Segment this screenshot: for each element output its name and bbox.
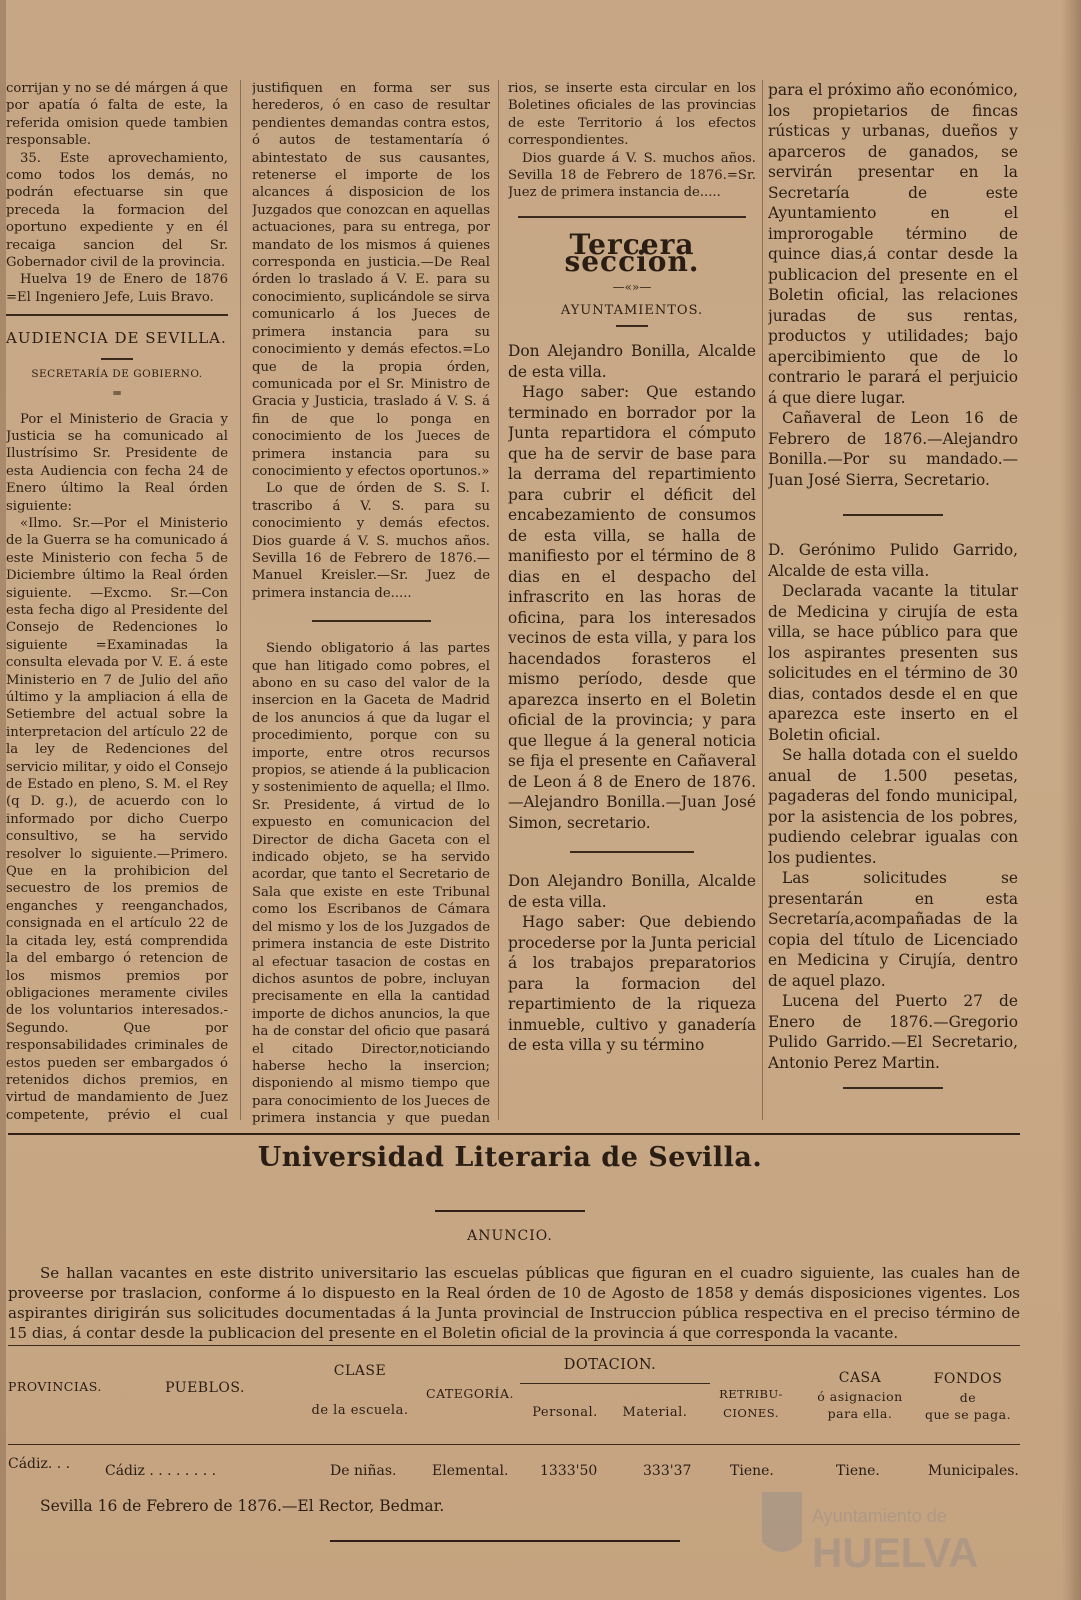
university-notice-body [8,1263,1020,1343]
table-header-categoria: CATEGORÍA. [426,1386,514,1401]
table-rule [520,1383,710,1384]
paragraph: Hago saber: Que debiendo procederse por la Junta pericial á los trabajos preparatorios para la formacion del repartimiento de la riqueza inmueble, cultivo y ganadería de esta villa y su término [508,913,756,1055]
table-header-fondos-sub: de [959,1390,977,1405]
column-2 [252,80,490,1125]
table-header-clase-sub: de la escuela. [311,1403,409,1418]
paragraph: Lucena del Puerto 27 de Enero de 1876.—Gregorio Pulido Garrido.—El Secretario, Antonio Perez Martin. [768,992,1018,1072]
section-title: Tercera seccion. [564,227,700,279]
paragraph: Se hallan vacantes en este distrito universitario las escuelas públicas que figuran en el cuadro siguiente, las cuales han de proveerse por traslacion, conforme á lo dispuesto en la Real órden de 10 de Agosto de 1858 y demás disposiciones vigentes. Los aspirantes dirigirán sus solicitudes documentadas á la Junta provincial de Instruccion pública respectiva en el preciso término de 15 dias, á contar desde la publicacion del presente en el Boletin oficial de la provincia á que corresponda la vacante. [8,1264,1020,1342]
divider [570,851,694,853]
paragraph: «Ilmo. Sr.—Por el Ministerio de la Guerra se ha comunicado á este Ministerio con fecha 5 de Diciembre último la Real órden siguiente. —Excmo. Sr.—Con esta fecha digo al Presidente del Consejo de Redenciones lo siguiente =Examinadas la consulta elevada por V. E. á este Ministerio en 7 de Julio del año último y la ampliacion á ella de Setiembre del actual sobre la interpretacion del artículo 22 de la ley de Redenciones del servicio militar, y oido el Consejo de Estado en pleno, S. M. el Rey (q D. g.), de acuerdo con lo informado por dicho Cuerpo consultivo, se ha servido resolver lo siguiente.—Primero. Que en la prohibicion del secuestro de los premios de enganches y reenganchados, consignada en el artículo 22 de la citada ley, está comprendida la del embargo ó retencion de los mismos premios por obligaciones meramente civiles de los voluntarios interesados.-Segundo. Que por responsabilidades criminales de estos pueden ser embargados ó retenidos dichos premios, en virtud de mandamiento de Juez competente, prévio el cual [6,515,228,1123]
paragraph: rios, se inserte esta circular en los Boletines oficiales de las provincias de este Territorio á los efectos correspondientes. [508,81,756,149]
table-cell-material: 333'37 [643,1463,692,1479]
paragraph: Lo que de órden de S. S. I. trascribo á V. S. para su conocimiento y demás efectos. Dios guarde á V. S. muchos años. Sevilla 16 de Febrero de 1876.—Manuel Kreisler.—Sr. Juez de primera instancia de..... [252,481,490,601]
column-1 [6,80,228,1125]
table-cell-provincia: Cádiz. . . [8,1456,71,1472]
section-title: AUDIENCIA DE SEVILLA. [6,329,227,348]
table-header-material: Material. [622,1405,688,1420]
table-header-personal: Personal. [532,1405,598,1420]
table-header-casa: CASA [838,1370,882,1386]
paragraph: Hago saber: Que estando terminado en borrador por la Junta repartidora el cómputo que ha de servir de base para la derrama del repartimiento para cubrir el déficit del encabezamiento de consumos de esta villa, se halla de manifiesto por el término de 8 dias en el despacho del infrascrito en las horas de oficina, para los interesados vecinos de esta villa, y para los hacendados forasteros el mismo período, desde que aparezca inserto en el Boletin oficial de la provincia; y para que llegue á la general noticia se fija el presente en Cañaveral de Leon á 8 de Enero de 1876.—Alejandro Bonilla.—Juan José Simon, secretario. [508,383,756,832]
divider [435,1210,585,1212]
divider [616,325,648,327]
table-header-pueblos: PUEBLOS. [165,1380,245,1396]
table-header-rule [8,1444,1020,1445]
table-cell-clase: De niñas. [330,1463,397,1479]
table-header-clase: CLASE [333,1363,387,1379]
watermark-text-1: Ayuntamiento de [812,1506,947,1526]
signature-line: Huelva 19 de Enero de 1876 =El Ingeniero Jefe, Luis Bravo. [6,272,228,305]
notice-heading: D. Gerónimo Pulido Garrido, Alcalde de esta villa. [768,541,1018,580]
divider [330,1540,680,1542]
divider [843,1087,943,1089]
column-rule [762,80,763,1120]
table-cell-pueblo: Cádiz . . . . . . . . [105,1463,217,1479]
table-header-fondos-sub2: que se paga. [924,1407,1012,1422]
table-top-rule [8,1345,1020,1346]
watermark-text-2: HUELVA [812,1529,979,1576]
divider [518,216,746,218]
table-header-dotacion: DOTACION. [563,1357,657,1373]
table-header-casa-sub: ó asignacion [817,1389,903,1404]
paragraph: justifiquen en forma ser sus herederos, ó en caso de resultar pendientes demandas contra estos, ó autos de testamentaría ó abintestato de sus causantes, retenerse el importe de los alcances á disposicion de los Juzgados que conozcan en aquellas actuaciones, para su entrega, por mandato de los mismos á quienes corresponda en justicia.—De Real órden lo traslado á V. E. para su conocimiento, suplicándole se sirva comunicarlo á los Jueces de primera instancia para su conocimiento y demás efectos.=Lo que de la propia órden, comunicada por el Sr. Ministro de Gracia y Justicia, traslado á V. S. á fin de que lo ponga en conocimiento de los Jueces de primera instancia para su conocimiento y efectos oportunos.» [252,81,490,479]
notice-label: ANUNCIO. [467,1228,553,1244]
table-cell-casa: Tiene. [836,1463,880,1479]
archive-watermark [752,1482,1012,1582]
table-header-fondos: FONDOS [933,1371,1003,1387]
paragraph: Declarada vacante la titular de Medicina y cirujía de esta villa, se hace público para que los aspirantes presenten sus solicitudes en el término de 30 dias, contados desde el en que aparezca este inserto en el Boletin oficial. [768,582,1018,744]
crest-icon [752,1482,1012,1582]
table-cell-fondos: Municipales. [928,1463,1019,1479]
divider [843,514,943,516]
table-header-retribuciones: RETRIBU- [719,1387,783,1401]
section-subtitle: SECRETARÍA DE GOBIERNO. [31,367,203,380]
table-cell-retribuciones: Tiene. [730,1463,774,1479]
column-rule [498,80,499,1120]
paragraph: para el próximo año económico, los propietarios de fincas rústicas y urbanas, dueños y aparceros de ganados, se servirán presentar en la Secretaría de este Ayuntamiento en el improrogable término de quince dias,á contar desde la publicacion del presente en el Boletin oficial, las relaciones juradas de sus rentas, productos y utilidades; bajo apercibimiento que de lo contrario le parará el perjuicio á que diere lugar. [768,81,1018,407]
paragraph: Las solicitudes se presentarán en esta Secretaría,acompañadas de la copia del título de Licenciado en Medicina y Cirujía, dentro de aquel plazo. [768,869,1018,990]
paragraph: Se halla dotada con el sueldo anual de 1.500 pesetas, pagaderas del fondo municipal, por la asistencia de los pobres, pudiendo celebrar igualas con los pudientes. [768,746,1018,867]
paragraph: Siendo obligatorio á las partes que han litigado como pobres, el abono en su caso del valor de la insercion en la Gaceta de Madrid de los anuncios á que da lugar el procedimiento, porque con su importe, entre otros recursos propios, se atiende á la publicacion y sostenimiento de aquella; el Ilmo. Sr. Presidente, á virtud de lo expuesto en comunicacion del Director de dicha Gaceta con el indicado objeto, se ha servido acordar, que tanto el Secretario de Sala que existe en este Tribunal como los Escribanos de Cámara del mismo y los de los Juzgados de primera instancia de este Distrito al efectuar tasacion de costas en dichos asuntos de pobre, incluyan precisamente en ella la cantidad importe de dichos anuncios, la que ha de constar del oficio que pasará el citado Director,noticiando haberse hecho la insercion; disponiendo al mismo tiempo que para conocimiento de los Jueces de primera instancia y que puedan [252,641,490,1125]
signature-line: Sevilla 16 de Febrero de 1876.—El Rector, Bedmar. [40,1497,445,1515]
divider [101,358,133,360]
table-cell-categoria: Elemental. [432,1463,509,1479]
university-title: Universidad Literaria de Sevilla. [257,1142,763,1173]
paragraph: Dios guarde á V. S. muchos años. Sevilla 18 de Febrero de 1876.=Sr. Juez de primera instancia de..... [508,150,756,201]
column-rule [240,80,241,1120]
page-edge-right [1061,0,1081,1600]
table-cell-personal: 1333'50 [540,1463,598,1479]
paragraph: 35. Este aprovechamiento, como todos los demás, no podrán efectuarse sin que preceda la formacion del oportuno expediente y en él recaiga sancion del Sr. Gobernador civil de la provincia. [6,150,228,271]
paragraph: corrijan y no se dé márgen á que por apatía ó falta de este, la referida omision quede tambien responsable. [6,81,228,149]
table-header-casa-sub2: para ella. [827,1406,893,1421]
paragraph: Cañaveral de Leon 16 de Febrero de 1876.—Alejandro Bonilla.—Por su mandado.—Juan José Sierra, Secretario. [768,409,1018,489]
ornament: ═ [113,386,121,401]
table-header-provincias: PROVINCIAS. [8,1379,102,1394]
notice-heading: Don Alejandro Bonilla, Alcalde de esta villa. [508,342,756,381]
ornament: —«»— [612,279,652,294]
paragraph: Por el Ministerio de Gracia y Justicia se ha comunicado al Ilustrísimo Sr. Presidente de esta Audiencia con fecha 24 de Enero último la Real órden siguiente: [6,411,228,514]
divider [312,620,431,622]
section-subtitle: AYUNTAMIENTOS. [560,303,704,319]
column-4 [768,80,1018,1125]
table-header-retribuciones-sub: CIONES. [723,1406,779,1420]
notice-heading: Don Alejandro Bonilla, Alcalde de esta villa. [508,872,756,911]
divider [6,314,228,316]
column-3 [508,80,756,1125]
section-divider [8,1133,1020,1135]
